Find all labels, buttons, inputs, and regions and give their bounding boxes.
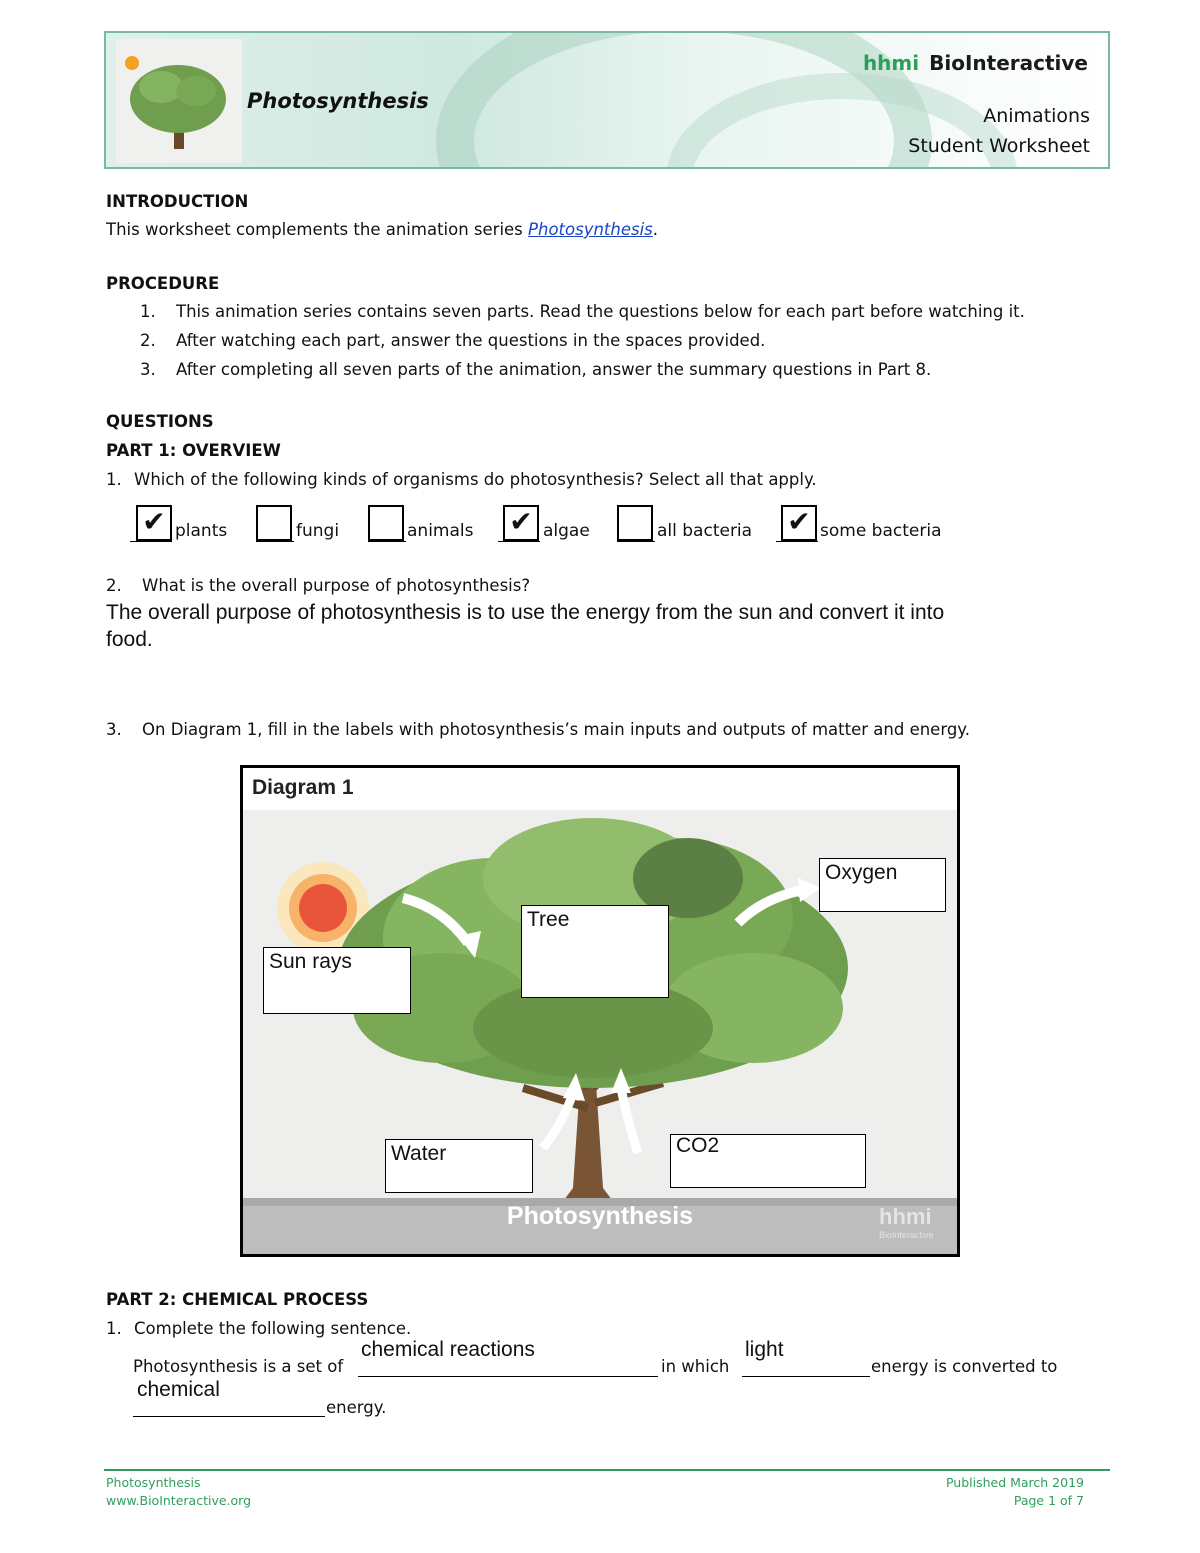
blank-chemical [133,1416,325,1417]
option-label-fungi: fungi [296,521,340,541]
option-label-plants: plants [175,521,228,541]
diagram-banner-logo: hhmi [879,1204,932,1229]
option-label-algae: algae [543,521,590,541]
part1-question-3: 3. On Diagram 1, fill in the labels with photosynthesis’s main inputs and outputs of matter and energy. [106,720,970,739]
option-underline [368,541,406,542]
header-banner [104,31,1110,169]
sentence-part-1: Photosynthesis is a set of [133,1357,344,1376]
footer-title: Photosynthesis [106,1475,201,1490]
option-underline [617,541,655,542]
footer-published-date: Published March 2019 [945,1475,1084,1490]
checkbox-some-bacteria[interactable]: ✔ [781,505,817,541]
footer-page-number: Page 1 of 7 [1013,1493,1084,1508]
answer-chemical[interactable]: chemical [137,1378,220,1401]
checkbox-plants[interactable]: ✔ [136,505,172,541]
questions-heading: QUESTIONS [106,412,214,431]
intro-text-before: This worksheet complements the animation series [106,220,529,239]
header-thumbnail-image [116,39,242,163]
diagram-title: Diagram 1 [252,776,354,799]
diagram-banner-title: Photosynthesis [506,1202,694,1230]
procedure-heading: PROCEDURE [106,274,220,293]
procedure-item: 1. This animation series contains seven parts. Read the questions below for each part before watching it. [140,302,1025,321]
brand-hhmi: hhmi [862,51,920,75]
label-water[interactable]: Water [385,1139,533,1193]
intro-text [106,220,658,240]
blank-chemical-reactions [358,1376,658,1377]
intro-text-after: . [652,220,659,239]
answer-q2-line2[interactable]: food. [106,628,153,651]
diagram-banner-logo-sub: BioInteractive [879,1230,934,1240]
answer-chemical-reactions[interactable]: chemical reactions [361,1338,535,1361]
answer-q2-line1[interactable]: The overall purpose of photosynthesis is to use the energy from the sun and convert it into [106,601,945,624]
checkbox-all-bacteria[interactable] [617,505,653,541]
label-tree[interactable]: Tree [521,905,669,998]
header-title: Photosynthesis [247,89,429,113]
sentence-part-3: energy is converted to [871,1357,1058,1376]
brand-biointeractive: BioInteractive [929,51,1088,75]
option-label-all-bacteria: all bacteria [657,521,753,541]
sentence-part-2: in which [661,1357,730,1376]
diagram-1 [240,765,960,1257]
label-co2[interactable]: CO2 [670,1134,866,1188]
blank-light [742,1376,870,1377]
option-label-animals: animals [407,521,474,541]
part1-question-1: 1. Which of the following kinds of organisms do photosynthesis? Select all that apply. [106,470,817,489]
option-underline [498,541,540,542]
tree-thumbnail-icon [116,39,242,163]
header-subtitle-worksheet: Student Worksheet [908,135,1090,157]
sentence-part-4: energy. [326,1398,387,1417]
procedure-item: 3. After completing all seven parts of the animation, answer the summary questions in Part 8. [140,360,932,379]
option-underline [776,541,818,542]
label-sun-rays[interactable]: Sun rays [263,947,411,1014]
part1-question-2: 2. What is the overall purpose of photosynthesis? [106,576,531,595]
part1-heading: PART 1: OVERVIEW [106,441,281,460]
option-label-some-bacteria: some bacteria [820,521,942,541]
part2-question-1: 1. Complete the following sentence. [106,1319,412,1338]
part2-heading: PART 2: CHEMICAL PROCESS [106,1290,369,1309]
header-subtitle-animations: Animations [983,105,1090,127]
brand-logo [863,51,1088,75]
checkbox-algae[interactable]: ✔ [503,505,539,541]
answer-light[interactable]: light [745,1338,784,1361]
checkbox-animals[interactable] [368,505,404,541]
footer-divider [104,1469,1110,1471]
photosynthesis-link[interactable]: Photosynthesis [528,220,653,239]
option-underline [256,541,294,542]
procedure-item: 2. After watching each part, answer the questions in the spaces provided. [140,331,766,350]
label-oxygen[interactable]: Oxygen [819,858,946,912]
option-underline [130,541,172,542]
intro-heading: INTRODUCTION [106,192,249,211]
checkbox-fungi[interactable] [256,505,292,541]
footer-website-link[interactable]: www.BioInteractive.org [106,1493,252,1508]
